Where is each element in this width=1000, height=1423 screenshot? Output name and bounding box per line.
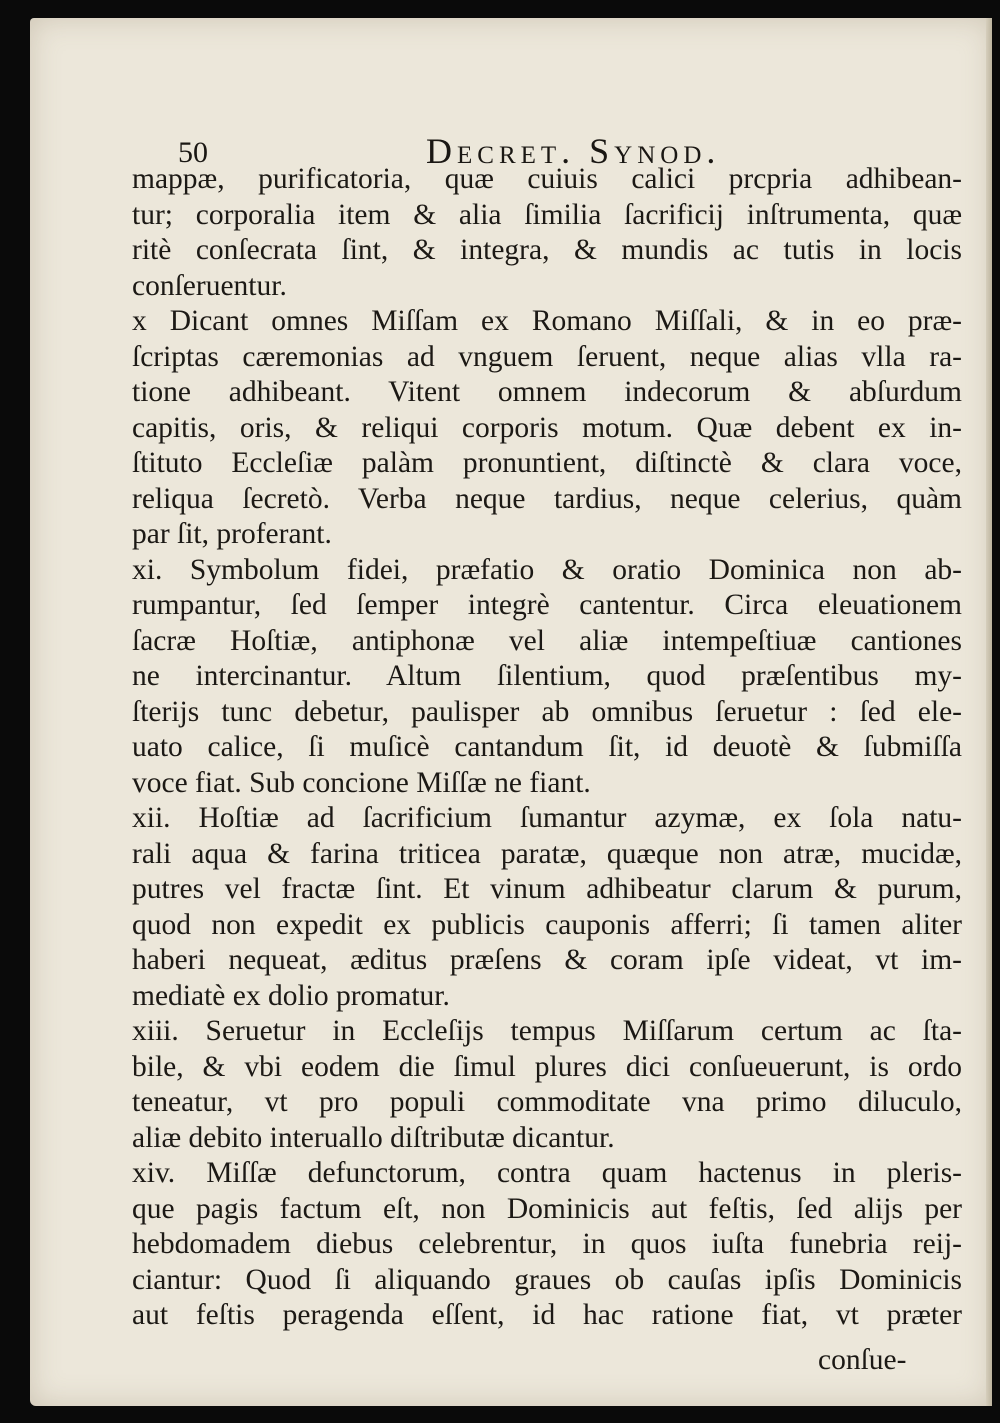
text-line: rumpantur, ſed ſemper integrè cantentur. Circa eleuationem — [132, 589, 962, 621]
text-line: rali aqua & farina triticea paratæ, quæque non atræ, mucidæ, — [132, 837, 962, 870]
running-head: Decret. Synod. — [426, 131, 721, 171]
text-line: mappæ, purificatoria, quæ cuiuis calici prcpria adhibean- — [132, 163, 962, 195]
page-number: 50 — [178, 136, 208, 169]
text-line: que pagis factum eſt, non Dominicis aut feſtis, ſed alijs per — [132, 1192, 962, 1225]
text-line: ſcriptas cæremonias ad vnguem ſeruent, neque alias vlla ra- — [132, 340, 962, 373]
text-line: x Dicant omnes Miſſam ex Romano Miſſali, & in eo præ- — [132, 305, 962, 337]
body-text — [132, 162, 962, 1334]
text-line: aliæ debito interuallo diſtributæ dicantur. — [132, 1121, 615, 1154]
text-line: ſterijs tunc debetur, paulisper ab omnibus ſeruetur : ſed ele- — [132, 695, 962, 728]
text-line: conſeruentur. — [132, 269, 287, 302]
text-line: ſtituto Eccleſiæ palàm pronuntient, diſtinctè & clara voce, — [132, 447, 962, 479]
text-line: mediatè ex dolio promatur. — [132, 979, 450, 1012]
text-line: xiv. Miſſæ defunctorum, contra quam hactenus in pleris- — [132, 1157, 962, 1189]
catchword: conſue- — [818, 1344, 907, 1376]
text-line: tione adhibeant. Vitent omnem indecorum & abſurdum — [132, 376, 962, 408]
text-line: ritè conſecrata ſint, & integra, & mundis ac tutis in locis — [132, 234, 962, 266]
text-line: xiii. Seruetur in Eccleſijs tempus Miſſarum certum ac ſta- — [132, 1015, 962, 1047]
text-line: xii. Hoſtiæ ad ſacrificium ſumantur azymæ, ex ſola natu- — [132, 802, 962, 834]
text-line: putres vel fractæ ſint. Et vinum adhibeatur clarum & purum, — [132, 873, 962, 905]
text-line: ſacræ Hoſtiæ, antiphonæ vel aliæ intempeſtiuæ cantiones — [132, 624, 962, 657]
text-line: bile, & vbi eodem die ſimul plures dici conſueuerunt, is ordo — [132, 1050, 962, 1083]
text-line: quod non expedit ex publicis cauponis afferri; ſi tamen aliter — [132, 908, 962, 941]
text-line: teneatur, vt pro populi commoditate vna primo diluculo, — [132, 1086, 962, 1118]
text-line: tur; corporalia item & alia ſimilia ſacrificij inſtrumenta, quæ — [132, 198, 962, 231]
text-line: aut feſtis peragenda eſſent, id hac ratione fiat, vt præter — [132, 1299, 962, 1331]
text-line: reliqua ſecretò. Verba neque tardius, neque celerius, quàm — [132, 482, 962, 515]
text-line: capitis, oris, & reliqui corporis motum. Quæ debent ex in- — [132, 411, 962, 444]
text-line: par ſit, proferant. — [132, 518, 332, 550]
text-line: xi. Symbolum fidei, præfatio & oratio Dominica non ab- — [132, 553, 962, 586]
text-line: uato calice, ſi muſicè cantandum ſit, id deuotè & ſubmiſſa — [132, 731, 962, 763]
page-edge — [986, 18, 992, 1406]
text-line: haberi nequeat, æditus præſens & coram ipſe videat, vt im- — [132, 944, 962, 976]
text-line: voce fiat. Sub concione Miſſæ ne fiant. — [132, 766, 591, 799]
text-line: ne intercinantur. Altum ſilentium, quod præſentibus my- — [132, 660, 962, 692]
text-line: hebdomadem diebus celebrentur, in quos iuſta funebria reij- — [132, 1228, 962, 1260]
text-line: ciantur: Quod ſi aliquando graues ob cauſas ipſis Dominicis — [132, 1263, 962, 1296]
